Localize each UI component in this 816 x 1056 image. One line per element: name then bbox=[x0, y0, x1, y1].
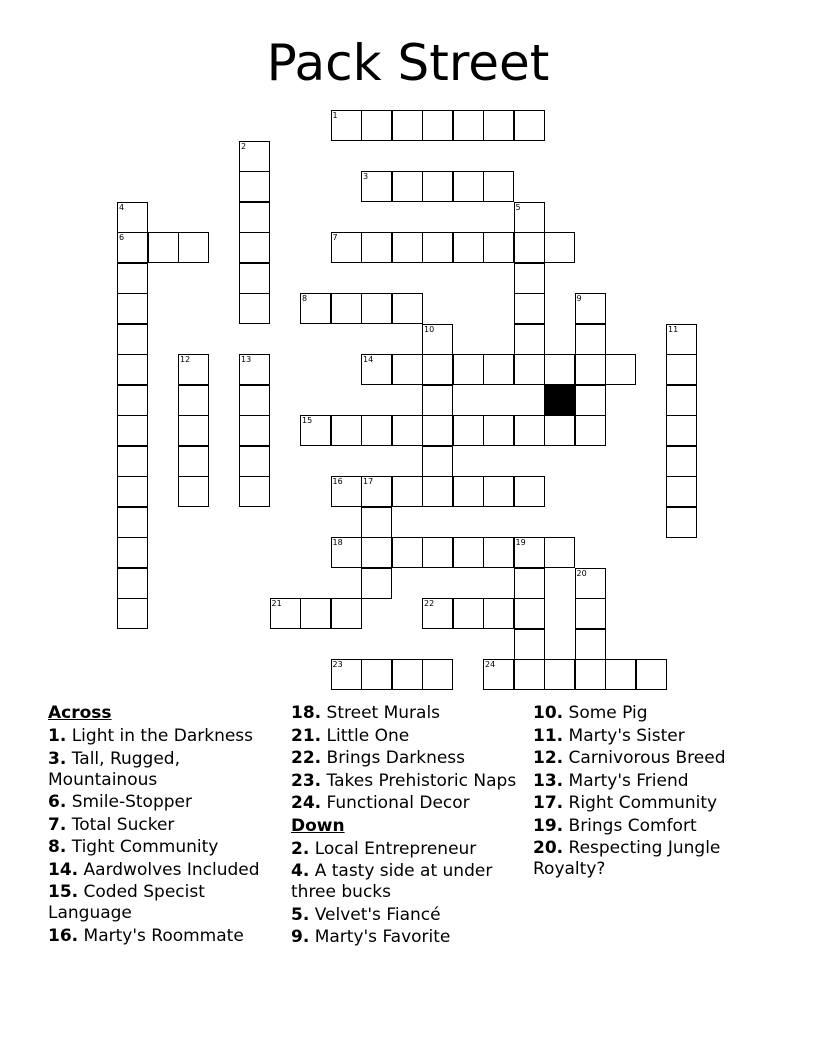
grid-cell[interactable] bbox=[575, 415, 606, 446]
clue-across-16: 16. Marty's Roommate bbox=[48, 925, 244, 946]
clue-down-11: 11. Marty's Sister bbox=[533, 725, 685, 746]
grid-cell[interactable] bbox=[422, 232, 453, 263]
grid-cell[interactable] bbox=[270, 598, 301, 629]
clue-down-13: 13. Marty's Friend bbox=[533, 770, 689, 791]
clue-number: 10 bbox=[424, 324, 435, 334]
grid-cell[interactable] bbox=[453, 232, 484, 263]
grid-cell[interactable] bbox=[514, 598, 545, 629]
grid-cell[interactable] bbox=[178, 232, 209, 263]
grid-cell[interactable] bbox=[575, 293, 606, 324]
grid-cell[interactable] bbox=[117, 324, 148, 355]
grid-cell[interactable] bbox=[239, 202, 270, 233]
grid-cell[interactable] bbox=[117, 446, 148, 477]
grid-cell[interactable] bbox=[361, 171, 392, 202]
grid-cell[interactable] bbox=[666, 324, 697, 355]
grid-cell[interactable] bbox=[331, 415, 362, 446]
grid-cell[interactable] bbox=[483, 415, 514, 446]
grid-cell[interactable] bbox=[544, 537, 575, 568]
grid-cell[interactable] bbox=[178, 446, 209, 477]
clue-across-18: 18. Street Murals bbox=[291, 703, 441, 723]
grid-cell[interactable] bbox=[361, 568, 392, 599]
grid-cell[interactable] bbox=[117, 598, 148, 629]
grid-cell[interactable] bbox=[514, 263, 545, 294]
grid-cell[interactable] bbox=[422, 354, 453, 385]
grid-cell[interactable] bbox=[117, 507, 148, 538]
clue-number: 2 bbox=[241, 141, 247, 151]
grid-cell[interactable] bbox=[392, 354, 423, 385]
grid-cell[interactable] bbox=[422, 659, 453, 690]
grid-cell[interactable] bbox=[666, 476, 697, 507]
grid-cell[interactable] bbox=[422, 446, 453, 477]
grid-cell[interactable] bbox=[483, 171, 514, 202]
grid-cell[interactable] bbox=[117, 354, 148, 385]
grid-cell[interactable] bbox=[422, 537, 453, 568]
grid-cell[interactable] bbox=[605, 659, 636, 690]
grid-cell[interactable] bbox=[575, 324, 606, 355]
grid-cell[interactable] bbox=[392, 232, 423, 263]
grid-cell[interactable] bbox=[605, 354, 636, 385]
clue-across-14: 14. Aardwolves Included bbox=[48, 859, 260, 880]
clue-down-4: 4. A tasty side at under three bucks bbox=[291, 861, 493, 902]
grid-cell[interactable] bbox=[392, 476, 423, 507]
grid-cell[interactable] bbox=[514, 568, 545, 599]
clue-down-17: 17. Right Community bbox=[533, 793, 718, 813]
grid-cell[interactable] bbox=[422, 110, 453, 141]
grid-cell[interactable] bbox=[453, 354, 484, 385]
grid-cell[interactable] bbox=[117, 202, 148, 233]
grid-cell[interactable] bbox=[117, 232, 148, 263]
grid-cell[interactable] bbox=[331, 293, 362, 324]
grid-cell[interactable] bbox=[331, 537, 362, 568]
clue-number: 7 bbox=[332, 233, 338, 242]
clue-number: 23 bbox=[332, 660, 343, 669]
grid-cell[interactable] bbox=[483, 659, 514, 690]
grid-cell[interactable] bbox=[361, 659, 392, 690]
grid-cell[interactable] bbox=[422, 415, 453, 446]
clue-across-21: 21. Little One bbox=[291, 725, 410, 746]
clue-number: 5 bbox=[515, 202, 521, 212]
clue-across-6: 6. Smile-Stopper bbox=[48, 792, 192, 812]
grid-cell[interactable] bbox=[575, 629, 606, 660]
clue-number: 14 bbox=[363, 355, 374, 364]
clue-column-2 bbox=[291, 703, 521, 950]
grid-cell[interactable] bbox=[117, 263, 148, 294]
grid-cell[interactable] bbox=[514, 232, 545, 263]
grid-cell[interactable] bbox=[117, 568, 148, 599]
grid-cell[interactable] bbox=[453, 110, 484, 141]
grid-cell[interactable] bbox=[514, 415, 545, 446]
grid-cell[interactable] bbox=[300, 415, 331, 446]
grid-cell[interactable] bbox=[453, 476, 484, 507]
clue-across-7: 7. Total Sucker bbox=[48, 814, 175, 835]
grid-cell[interactable] bbox=[239, 141, 270, 172]
clue-number: 6 bbox=[119, 233, 125, 242]
puzzle-title: Pack Street bbox=[266, 34, 550, 92]
grid-cell[interactable] bbox=[514, 110, 545, 141]
clue-across-15: 15. Coded Specist Language bbox=[48, 882, 205, 923]
clue-number: 19 bbox=[515, 538, 526, 547]
grid-cell[interactable] bbox=[239, 446, 270, 477]
grid-cell[interactable] bbox=[178, 415, 209, 446]
grid-cell[interactable] bbox=[331, 659, 362, 690]
clue-across-23: 23. Takes Prehistoric Naps bbox=[291, 770, 517, 791]
clue-number: 9 bbox=[576, 294, 582, 303]
grid-cell[interactable] bbox=[331, 232, 362, 263]
clue-number: 22 bbox=[424, 599, 435, 608]
grid-cell[interactable] bbox=[514, 476, 545, 507]
clue-number: 18 bbox=[332, 538, 343, 547]
grid-cell[interactable] bbox=[392, 659, 423, 690]
grid-cell[interactable] bbox=[239, 415, 270, 446]
clue-across-24: 24. Functional Decor bbox=[291, 793, 470, 813]
grid-cell[interactable] bbox=[544, 232, 575, 263]
grid-cell[interactable] bbox=[483, 232, 514, 263]
grid-cell[interactable] bbox=[331, 598, 362, 629]
grid-cell[interactable] bbox=[300, 293, 331, 324]
clue-number: 21 bbox=[271, 599, 282, 608]
grid-cell[interactable] bbox=[422, 598, 453, 629]
grid-cell[interactable] bbox=[483, 354, 514, 385]
grid-cell[interactable] bbox=[331, 476, 362, 507]
clue-number: 16 bbox=[332, 477, 343, 486]
clue-number: 4 bbox=[119, 202, 125, 212]
clue-down-12: 12. Carnivorous Breed bbox=[533, 748, 726, 768]
grid-cell[interactable] bbox=[239, 232, 270, 263]
grid-cell[interactable] bbox=[148, 232, 179, 263]
grid-cell[interactable] bbox=[514, 202, 545, 233]
clue-number: 24 bbox=[485, 660, 496, 669]
grid-cell[interactable] bbox=[361, 354, 392, 385]
grid-cell[interactable] bbox=[483, 476, 514, 507]
grid-cell[interactable] bbox=[575, 385, 606, 416]
clue-down-5: 5. Velvet's Fiancé bbox=[291, 904, 441, 925]
grid-cell[interactable] bbox=[544, 354, 575, 385]
grid-cell[interactable] bbox=[483, 110, 514, 141]
grid-cell[interactable] bbox=[514, 537, 545, 568]
grid-cell[interactable] bbox=[239, 385, 270, 416]
clue-number: 13 bbox=[241, 355, 252, 364]
grid-cell[interactable] bbox=[483, 537, 514, 568]
grid-cell[interactable] bbox=[544, 659, 575, 690]
grid-cell[interactable] bbox=[331, 110, 362, 141]
clue-number: 12 bbox=[180, 355, 191, 364]
grid-cell[interactable] bbox=[453, 415, 484, 446]
grid-cell[interactable] bbox=[178, 354, 209, 385]
grid-cell[interactable] bbox=[361, 415, 392, 446]
grid-cell[interactable] bbox=[300, 598, 331, 629]
clue-across-1: 1. Light in the Darkness bbox=[48, 726, 254, 746]
grid-cell[interactable] bbox=[392, 415, 423, 446]
grid-cell[interactable] bbox=[392, 537, 423, 568]
clue-column-3 bbox=[533, 703, 773, 882]
grid-cell[interactable] bbox=[666, 415, 697, 446]
clue-number: 1 bbox=[332, 111, 338, 120]
grid-cell[interactable] bbox=[514, 293, 545, 324]
clue-across-22: 22. Brings Darkness bbox=[291, 748, 466, 768]
grid-cell[interactable] bbox=[239, 293, 270, 324]
grid-cell[interactable] bbox=[514, 324, 545, 355]
clue-number: 3 bbox=[363, 172, 369, 181]
grid-cell[interactable] bbox=[453, 171, 484, 202]
grid-cell[interactable] bbox=[453, 598, 484, 629]
clue-number: 8 bbox=[302, 294, 308, 303]
clue-number: 15 bbox=[302, 416, 313, 425]
grid-cell[interactable] bbox=[239, 171, 270, 202]
clue-across-8: 8. Tight Community bbox=[48, 837, 219, 857]
grid-cell[interactable] bbox=[453, 537, 484, 568]
grid-cell[interactable] bbox=[239, 476, 270, 507]
grid-cell[interactable] bbox=[392, 110, 423, 141]
across-heading: Across bbox=[48, 703, 112, 723]
grid-cell[interactable] bbox=[666, 446, 697, 477]
clue-number: 11 bbox=[668, 324, 679, 334]
grid-cell[interactable] bbox=[483, 598, 514, 629]
grid-cell[interactable] bbox=[666, 385, 697, 416]
grid-cell[interactable] bbox=[117, 385, 148, 416]
grid-cell[interactable] bbox=[575, 659, 606, 690]
grid-cell[interactable] bbox=[117, 293, 148, 324]
grid-cell[interactable] bbox=[575, 354, 606, 385]
grid-cell[interactable] bbox=[117, 415, 148, 446]
grid-cell[interactable] bbox=[117, 537, 148, 568]
grid-cell[interactable] bbox=[239, 263, 270, 294]
grid-cell[interactable] bbox=[422, 476, 453, 507]
grid-cell[interactable] bbox=[361, 507, 392, 538]
down-heading: Down bbox=[291, 815, 345, 836]
grid-cell[interactable] bbox=[361, 232, 392, 263]
grid-cell[interactable] bbox=[514, 659, 545, 690]
grid-cell[interactable] bbox=[514, 629, 545, 660]
grid-cell[interactable] bbox=[666, 354, 697, 385]
clue-down-10: 10. Some Pig bbox=[533, 703, 648, 723]
grid-cell[interactable] bbox=[636, 659, 667, 690]
grid-cell[interactable] bbox=[361, 293, 392, 324]
grid-cell[interactable] bbox=[361, 476, 392, 507]
clue-down-20: 20. Respecting Jungle Royalty? bbox=[533, 838, 721, 879]
clue-across-3: 3. Tall, Rugged, Mountainous bbox=[48, 748, 181, 790]
grid-cell[interactable] bbox=[575, 598, 606, 629]
grid-cell[interactable] bbox=[422, 171, 453, 202]
grid-cell[interactable] bbox=[422, 385, 453, 416]
grid-cell[interactable] bbox=[544, 415, 575, 446]
clue-down-9: 9. Marty's Favorite bbox=[291, 927, 451, 947]
grid-cell[interactable] bbox=[117, 476, 148, 507]
clue-column-1 bbox=[48, 703, 280, 948]
grid-cell[interactable] bbox=[514, 354, 545, 385]
grid-cell[interactable] bbox=[178, 385, 209, 416]
clue-number: 17 bbox=[363, 477, 374, 486]
grid-cell[interactable] bbox=[361, 537, 392, 568]
grid-cell[interactable] bbox=[666, 507, 697, 538]
clue-number: 20 bbox=[576, 568, 587, 578]
clue-down-2: 2. Local Entrepreneur bbox=[291, 838, 477, 859]
grid-cell[interactable] bbox=[361, 110, 392, 141]
grid-cell[interactable] bbox=[575, 568, 606, 599]
grid-cell[interactable] bbox=[392, 293, 423, 324]
grid-cell[interactable] bbox=[422, 324, 453, 355]
grid-cell[interactable] bbox=[178, 476, 209, 507]
black-square bbox=[544, 385, 575, 416]
grid-cell[interactable] bbox=[239, 354, 270, 385]
clue-down-19: 19. Brings Comfort bbox=[533, 815, 697, 836]
grid-cell[interactable] bbox=[392, 171, 423, 202]
